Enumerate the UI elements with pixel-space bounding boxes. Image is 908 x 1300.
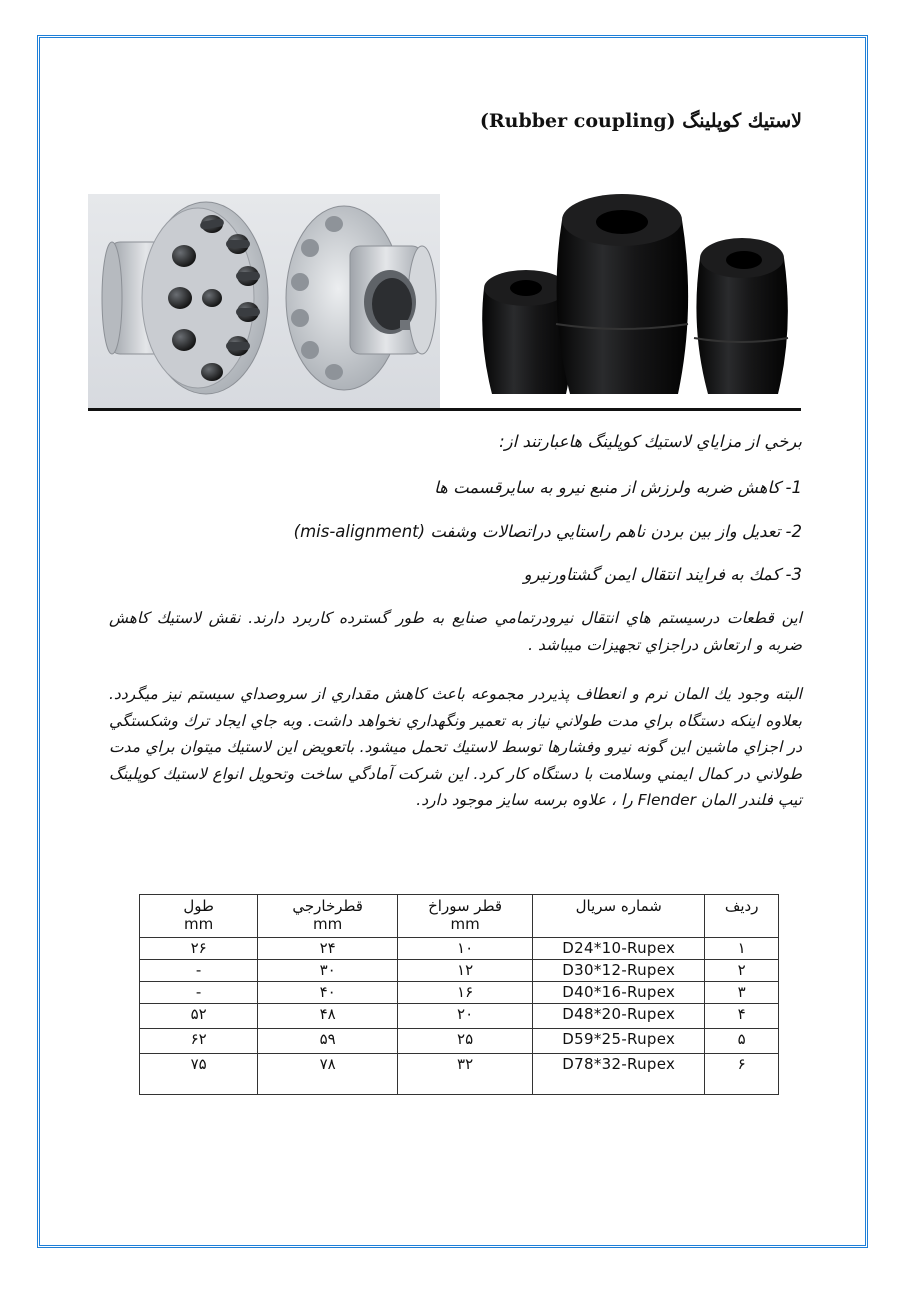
- header-hole-label: قطر سوراخ: [428, 897, 503, 915]
- header-length-label: طول: [183, 897, 214, 915]
- cell-length: ۲۶: [140, 938, 258, 960]
- header-hole-diameter: [398, 895, 533, 938]
- header-hole-unit: mm: [450, 915, 480, 933]
- cell-outer: ۴۰: [258, 982, 398, 1004]
- cell-radif: ۳: [705, 982, 779, 1004]
- cell-serial: D78*32-Rupex: [533, 1054, 705, 1095]
- divider-line: [88, 408, 801, 411]
- pin-coupling-illustration: [88, 194, 440, 408]
- cell-serial: D30*12-Rupex: [533, 960, 705, 982]
- header-outer-unit: mm: [313, 915, 343, 933]
- cell-serial: D24*10-Rupex: [533, 938, 705, 960]
- advantage-item-3: 3- كمك به فرايند انتقال ايمن گشتاورنيرو: [523, 565, 802, 584]
- header-length: [140, 895, 258, 938]
- cell-outer: ۴۸: [258, 1004, 398, 1029]
- cell-length: ۶۲: [140, 1029, 258, 1054]
- cell-serial: D59*25-Rupex: [533, 1029, 705, 1054]
- table-header-row: [140, 895, 779, 938]
- advantage-item-1: 1- كاهش ضربه ولرزش از منبع نيرو به سايرقسمت ها: [434, 478, 802, 497]
- paragraph-details: البته وجود يك المان نرم و انعطاف پذيردر مجموعه باعث كاهش مقداري از سروصداي سيستم نيز ميگردد. بعلاوه اينكه دستگاه براي مدت طولاني نياز به تعمير ونگهداري نخواهد داشت. وبه جاي ايجاد ترك وشكستگي در اجزاي ماشين اين گونه نيرو وفشارها توسط لاستيك تحمل ميشود. باتعويض اين لاستيك ميتوان براي مدت طولاني در كمال ايمني وسلامت با دستگاه كار كرد. اين شركت آمادگي ساخت وتحويل انواع لاستيك كوپلينگ تيپ فلندر المان Flender را ، علاوه برسه سايز موجود دارد.: [109, 685, 802, 809]
- cell-hole: ۱۰: [398, 938, 533, 960]
- header-outer-label: قطرخارجي: [292, 897, 363, 915]
- cell-radif: ۶: [705, 1054, 779, 1095]
- advantage-item-2: 2- تعديل واز بين بردن ناهم راستايي دراتصالات وشفت (mis-alignment): [293, 522, 802, 541]
- page-title: لاستيك كوپلينگ (Rubber coupling): [479, 110, 802, 132]
- rubber-elements-photo: [464, 188, 799, 406]
- cell-radif: ۴: [705, 1004, 779, 1029]
- cell-serial: D40*16-Rupex: [533, 982, 705, 1004]
- cell-length: ۵۲: [140, 1004, 258, 1029]
- intro-text: برخي از مزاياي لاستيك كوپلينگ هاعبارتند از:: [499, 432, 802, 451]
- cell-hole: ۲۰: [398, 1004, 533, 1029]
- cell-radif: ۵: [705, 1029, 779, 1054]
- table-row: [140, 1029, 779, 1054]
- cell-outer: ۳۰: [258, 960, 398, 982]
- cell-hole: ۳۲: [398, 1054, 533, 1095]
- cell-hole: ۱۲: [398, 960, 533, 982]
- cell-radif: ۱: [705, 938, 779, 960]
- cell-outer: ۷۸: [258, 1054, 398, 1095]
- cell-outer: ۵۹: [258, 1029, 398, 1054]
- cell-radif: ۲: [705, 960, 779, 982]
- header-radif: رديف: [705, 895, 779, 938]
- cell-serial: D48*20-Rupex: [533, 1004, 705, 1029]
- rubber-elements-illustration: [464, 188, 799, 406]
- cell-outer: ۲۴: [258, 938, 398, 960]
- table-row: [140, 960, 779, 982]
- cell-hole: ۱۶: [398, 982, 533, 1004]
- cell-length: -: [140, 960, 258, 982]
- header-serial: شماره سريال: [533, 895, 705, 938]
- cell-hole: ۲۵: [398, 1029, 533, 1054]
- table-row: [140, 982, 779, 1004]
- header-outer-diameter: [258, 895, 398, 938]
- paragraph-usage: اين قطعات درسيستم هاي انتقال نيرودرتمامي صنايع به طور گسترده كاربرد دارند. نقش لاستيك كاهش ضربه و ارتعاش دراجزاي تجهيزات ميباشد .: [109, 609, 802, 654]
- table-row: [140, 1004, 779, 1029]
- cell-length: ۷۵: [140, 1054, 258, 1095]
- table-row: [140, 1054, 779, 1095]
- cell-length: -: [140, 982, 258, 1004]
- specification-table: [139, 894, 779, 1095]
- header-length-unit: mm: [184, 915, 214, 933]
- pin-coupling-photo: [88, 194, 440, 408]
- table-row: [140, 938, 779, 960]
